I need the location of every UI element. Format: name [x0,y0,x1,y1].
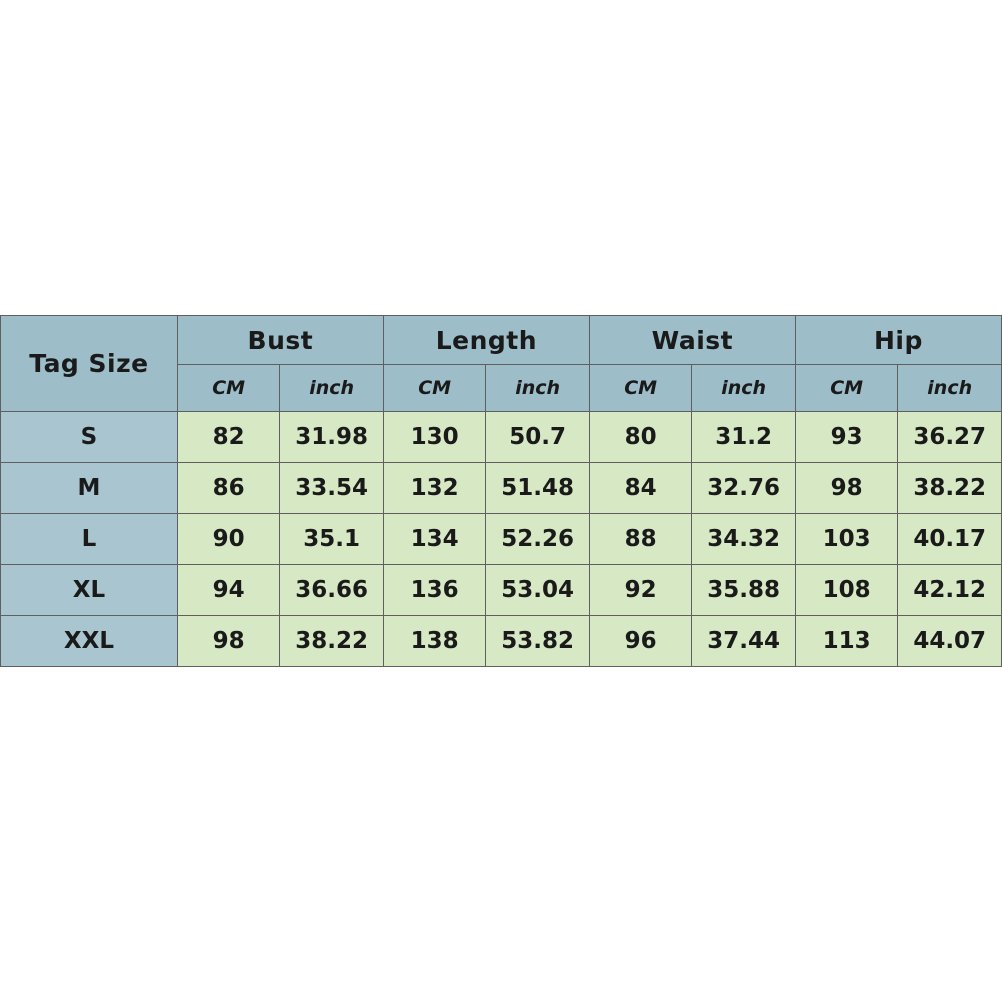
cell-length-cm: 130 [383,412,486,463]
cell-waist-inch: 37.44 [692,616,796,667]
cell-bust-inch: 31.98 [280,412,384,463]
cell-hip-inch: 44.07 [898,616,1002,667]
cell-size: M [1,463,178,514]
cell-length-cm: 136 [383,565,486,616]
cell-bust-inch: 36.66 [280,565,384,616]
cell-waist-cm: 96 [589,616,692,667]
table-row [1,565,1002,616]
cell-bust-cm: 98 [177,616,280,667]
cell-length-inch: 50.7 [486,412,590,463]
size-chart-container [0,315,1002,667]
cell-hip-cm: 98 [795,463,898,514]
cell-waist-cm: 88 [589,514,692,565]
header-bust-inch: inch [280,365,384,412]
cell-hip-inch: 40.17 [898,514,1002,565]
cell-waist-cm: 92 [589,565,692,616]
cell-hip-inch: 36.27 [898,412,1002,463]
cell-waist-inch: 31.2 [692,412,796,463]
cell-length-cm: 132 [383,463,486,514]
header-length: Length [383,316,589,365]
cell-bust-cm: 82 [177,412,280,463]
cell-waist-inch: 35.88 [692,565,796,616]
cell-bust-inch: 33.54 [280,463,384,514]
cell-hip-inch: 42.12 [898,565,1002,616]
header-bust-cm: CM [177,365,280,412]
cell-hip-inch: 38.22 [898,463,1002,514]
header-hip-inch: inch [898,365,1002,412]
header-bust: Bust [177,316,383,365]
table-row [1,514,1002,565]
cell-bust-inch: 38.22 [280,616,384,667]
cell-size: S [1,412,178,463]
cell-length-inch: 52.26 [486,514,590,565]
cell-hip-cm: 108 [795,565,898,616]
header-hip: Hip [795,316,1001,365]
cell-bust-cm: 86 [177,463,280,514]
table-body [1,412,1002,667]
cell-length-inch: 53.04 [486,565,590,616]
cell-bust-cm: 90 [177,514,280,565]
cell-bust-inch: 35.1 [280,514,384,565]
cell-waist-cm: 80 [589,412,692,463]
cell-size: XXL [1,616,178,667]
header-waist-inch: inch [692,365,796,412]
cell-size: L [1,514,178,565]
cell-length-cm: 138 [383,616,486,667]
header-length-inch: inch [486,365,590,412]
table-row [1,463,1002,514]
header-hip-cm: CM [795,365,898,412]
header-waist-cm: CM [589,365,692,412]
cell-hip-cm: 93 [795,412,898,463]
cell-waist-inch: 32.76 [692,463,796,514]
cell-length-inch: 51.48 [486,463,590,514]
cell-size: XL [1,565,178,616]
header-length-cm: CM [383,365,486,412]
size-chart-table [0,315,1002,667]
cell-bust-cm: 94 [177,565,280,616]
table-head [1,316,1002,412]
header-tag-size: Tag Size [1,316,178,412]
cell-waist-cm: 84 [589,463,692,514]
table-row [1,412,1002,463]
header-row-measurements [1,316,1002,365]
header-waist: Waist [589,316,795,365]
table-row [1,616,1002,667]
cell-waist-inch: 34.32 [692,514,796,565]
cell-hip-cm: 103 [795,514,898,565]
cell-hip-cm: 113 [795,616,898,667]
cell-length-cm: 134 [383,514,486,565]
cell-length-inch: 53.82 [486,616,590,667]
